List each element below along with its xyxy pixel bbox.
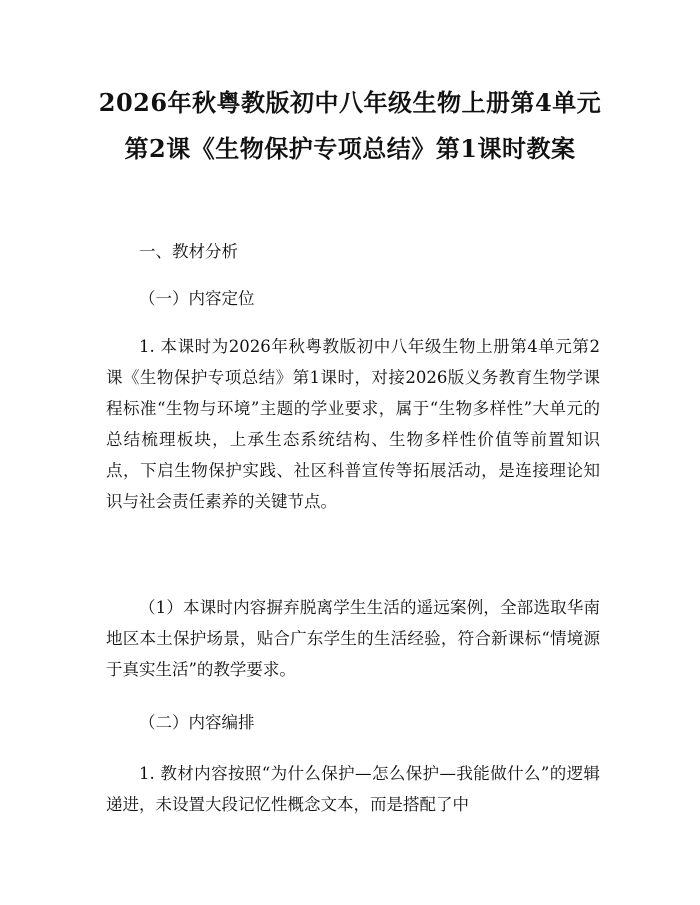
paragraph-1: 1. 本课时为2026年秋粤教版初中八年级生物上册第4单元第2课《生物保护专项总结》第1课时，对接2026版义务教育生物学课程标准“生物与环境”主题的学业要求，属于“生物多样性”大单元的总结梳理板块，上承生态系统结构、生物多样性价值等前置知识点，下启生物保护实践、社区科普宣传等拓展活动，是连接理论知识与社会责任素养的关键节点。	[106, 337, 600, 511]
subsection-heading-content-positioning: （一）内容定位	[139, 289, 255, 308]
subsection-heading-content-arrangement: （二）内容编排	[139, 713, 255, 732]
section-heading-teaching-material-analysis: 一、教材分析	[139, 242, 238, 261]
paragraph-2: （1）本课时内容摒弃脱离学生生活的遥远案例，全部选取华南地区本土保护场景，贴合广东学生的生活经验，符合新课标“情境源于真实生活”的教学要求。	[106, 598, 600, 679]
paragraph-3: 1. 教材内容按照“为什么保护—怎么保护—我能做什么”的逻辑递进，未设置大段记忆性概念文本，而是搭配了中	[106, 764, 600, 814]
document-title: 2026年秋粤教版初中八年级生物上册第4单元第2课《生物保护专项总结》第1课时教案	[98, 88, 602, 163]
